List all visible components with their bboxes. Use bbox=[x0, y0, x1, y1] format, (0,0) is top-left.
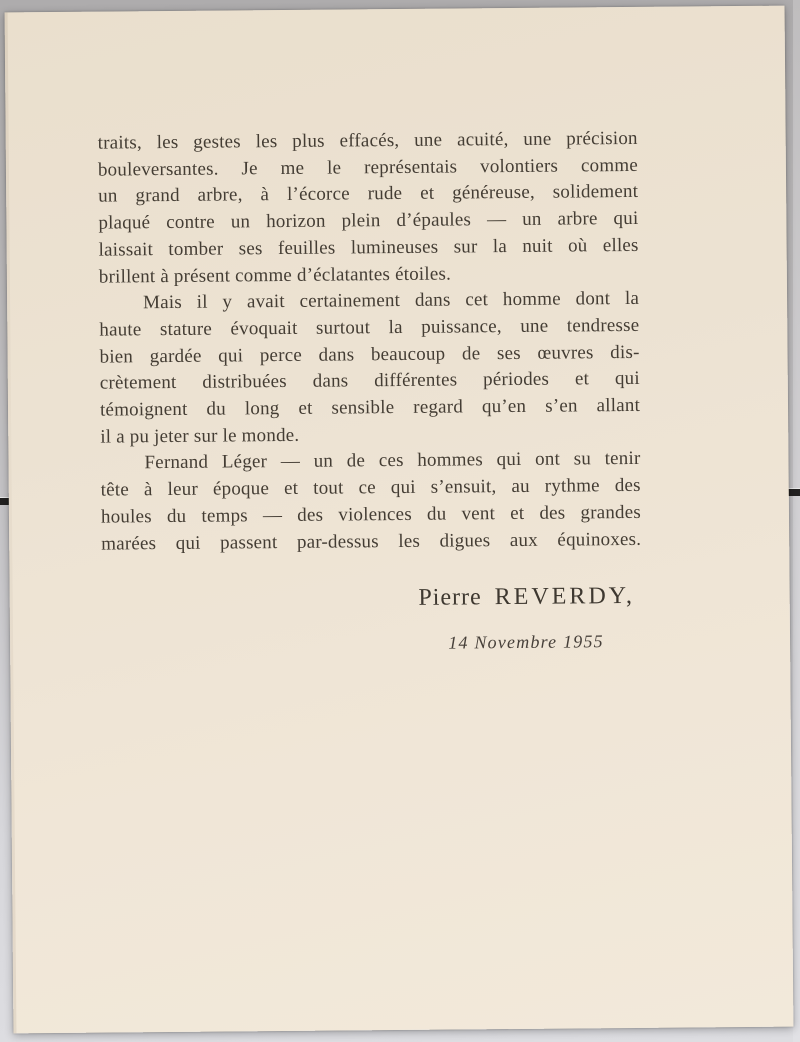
paragraph bbox=[99, 286, 640, 451]
text-line: traits, les gestes les plus effacés, une acuité, une précision bbox=[97, 127, 638, 154]
text-line: un grand arbre, à l’écorce rude et généreuse, solidement bbox=[98, 181, 639, 208]
text-block bbox=[98, 126, 642, 558]
signature-line bbox=[327, 582, 727, 612]
text-line: tête à leur époque et tout ce qui s’ensuit, au rythme des bbox=[100, 475, 641, 501]
text-line: bouleversantes. Je me le représentais volontiers comme bbox=[97, 154, 639, 181]
text-line: Mais il y avait certainement dans cet homme dont la bbox=[143, 288, 640, 314]
signature-family-name: REVERDY, bbox=[494, 582, 636, 611]
signature-name bbox=[418, 583, 635, 611]
text-line: Fernand Léger — un de ces hommes qui ont su tenir bbox=[144, 448, 641, 474]
text-line: marées qui passent par-dessus les digues aux équinoxes. bbox=[101, 528, 642, 555]
paragraph bbox=[98, 126, 639, 291]
text-line: haute stature évoquait surtout la puissance, une tendresse bbox=[99, 314, 640, 341]
text-line: témoignent du long et sensible regard qu’en s’en allant bbox=[99, 394, 641, 421]
text-line: laissait tomber ses feuilles lumineuses sur la nuit où elles bbox=[98, 234, 639, 261]
text-line: il a pu jeter sur le monde. bbox=[100, 424, 300, 448]
signature-given-name: Pierre bbox=[418, 584, 482, 611]
signature-date: 14 Novembre 1955 bbox=[448, 631, 604, 653]
paragraph bbox=[100, 446, 641, 558]
background-highlight-strip bbox=[793, 0, 800, 1042]
page-paper bbox=[5, 6, 794, 1034]
text-line: houles du temps — des violences du vent et des grandes bbox=[100, 501, 642, 528]
text-line: plaqué contre un horizon plein d’épaules — un arbre qui bbox=[98, 208, 639, 234]
text-line: crètement distribuées dans différentes périodes et qui bbox=[99, 368, 640, 394]
text-line: bien gardée qui perce dans beaucoup de ses œuvres dis- bbox=[99, 341, 640, 368]
text-line: brillent à présent comme d’éclatantes étoiles. bbox=[98, 263, 452, 288]
